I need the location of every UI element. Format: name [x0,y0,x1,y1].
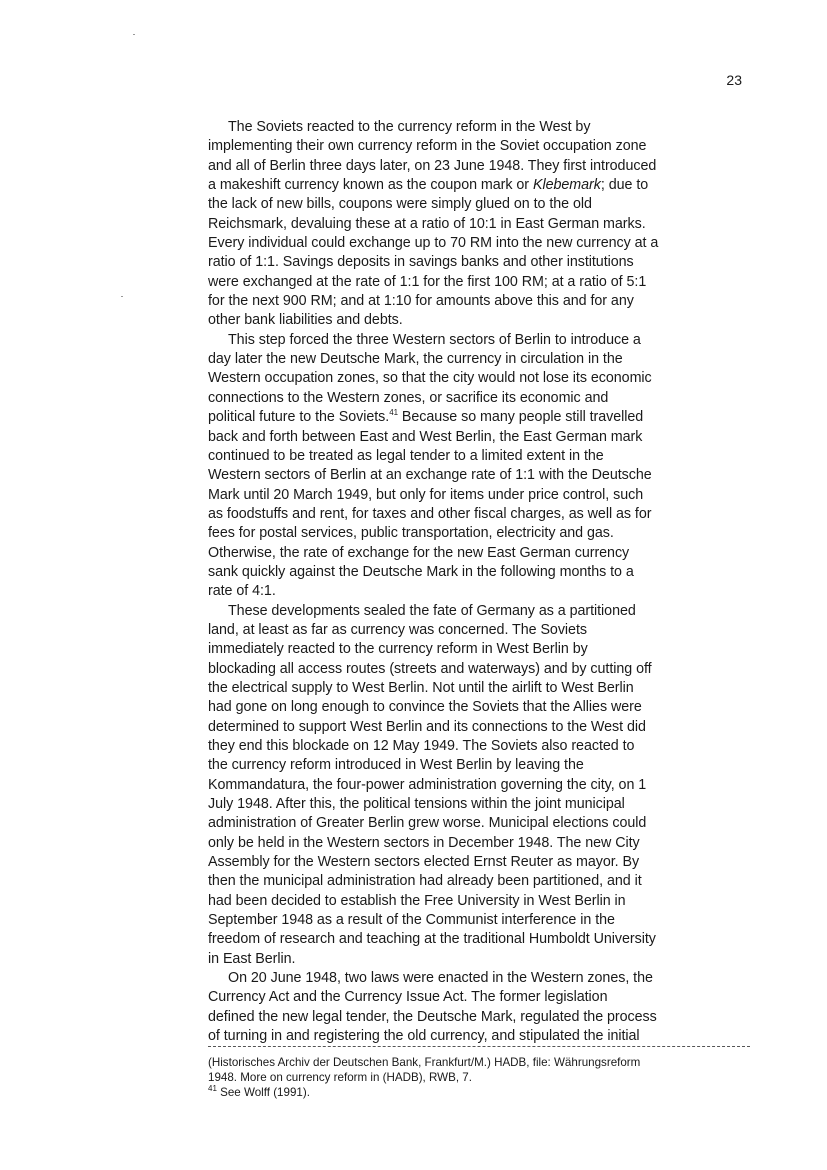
text-line: for the next 900 RM; and at 1:10 for amounts above this and for any [208,293,634,310]
text-line: implementing their own currency reform in the Soviet occupation zone [208,138,647,155]
text-line: of turning in and registering the old currency, and stipulated the initial [208,1028,640,1045]
text-line: back and forth between East and West Berlin, the East German mark [208,428,643,445]
footnote-line: 1948. More on currency reform in (HADB), RWB, 7. [208,1071,472,1084]
text-line: they end this blockade on 12 May 1949. The Soviets also reacted to [208,738,635,754]
footnote-divider [208,1046,750,1047]
text-line: freedom of research and teaching at the traditional Humboldt University [208,931,656,948]
footnote-41 [208,1085,750,1100]
footnote-line: (Historisches Archiv der Deutschen Bank, Frankfurt/M.) HADB, file: Währungsreform [208,1056,641,1069]
text-line: These developments sealed the fate of Germany as a partitioned [228,602,636,619]
text-line: July 1948. After this, the political tensions within the joint municipal [208,796,625,813]
text-line: land, at least as far as currency was concerned. The Soviets [208,621,587,638]
text-line: administration of Greater Berlin grew worse. Municipal elections could [208,815,647,832]
paragraph-2 [208,331,750,602]
text-line: immediately reacted to the currency reform in West Berlin by [208,641,588,658]
text-line [208,408,750,427]
text-line: The Soviets reacted to the currency reform in the West by [228,119,591,135]
paragraph-3 [208,602,750,970]
text-line: sank quickly against the Deutsche Mark in the following months to a [208,563,634,580]
body-text [208,118,750,1047]
paragraph-4 [208,969,750,1046]
text-line [208,176,750,195]
footnotes [208,1055,750,1100]
text-line: Assembly for the Western sectors elected Ernst Reuter as mayor. By [208,854,640,871]
text-line: the lack of new bills, coupons were simply glued on to the old [208,196,592,213]
text-line: September 1948 as a result of the Communist interference in the [208,912,615,929]
footnote-reference: 41 [389,408,398,418]
text-line: Mark until 20 March 1949, but only for items under price control, such [208,486,644,503]
text-line: had been decided to establish the Free University in West Berlin in [208,892,626,909]
footnote-marker: 41 [208,1084,217,1094]
text-segment: a makeshift currency known as the coupon mark or [208,177,533,194]
text-line: other bank liabilities and debts. [208,312,403,329]
text-line: rate of 4:1. [208,583,276,600]
text-line: as foodstuffs and rent, for taxes and other fiscal charges, as well as for [208,505,652,522]
text-line: Every individual could exchange up to 70 RM into the new currency at a [208,235,659,252]
paragraph-1 [208,118,750,331]
text-line: Western sectors of Berlin at an exchange rate of 1:1 with the Deutsche [208,467,652,484]
text-line: in East Berlin. [208,950,296,967]
text-line: Kommandatura, the four-power administration governing the city, on 1 [208,776,647,793]
text-line: fees for postal services, public transportation, electricity and gas. [208,525,614,542]
page-number: 23 [726,72,742,88]
text-line: were exchanged at the rate of 1:1 for the first 100 RM; at a ratio of 5:1 [208,273,647,290]
text-line: connections to the Western zones, or sacrifice its economic and [208,389,609,406]
text-line: then the municipal administration had already been partitioned, and it [208,873,642,890]
text-line: determined to support West Berlin and its connections to the West did [208,718,646,735]
text-line: On 20 June 1948, two laws were enacted in the Western zones, the [228,970,653,987]
text-segment: Because so many people still travelled [398,409,644,426]
text-line: continued to be treated as legal tender to a limited extent in the [208,447,604,464]
text-line: day later the new Deutsche Mark, the currency in circulation in the [208,351,623,368]
scan-speck [121,296,123,297]
footnote-text: See Wolff (1991). [216,1086,310,1099]
text-line: ratio of 1:1. Savings deposits in savings banks and other institutions [208,254,634,271]
text-line: Western occupation zones, so that the city would not lose its economic [208,370,652,387]
text-line: blockading all access routes (streets and waterways) and by cutting off [208,660,652,677]
text-segment: ; due to [600,177,649,194]
text-line: This step forced the three Western sectors of Berlin to introduce a [228,331,641,348]
scan-speck [133,34,135,35]
text-line: Otherwise, the rate of exchange for the new East German currency [208,544,630,561]
italic-term: Klebemark [532,177,601,194]
text-line: had gone on long enough to convince the Soviets that the Allies were [208,699,642,716]
text-line: the currency reform introduced in West Berlin by leaving the [208,757,584,774]
text-segment: political future to the Soviets. [208,409,390,426]
text-line: only be held in the Western sectors in December 1948. The new City [208,834,640,851]
text-line: the electrical supply to West Berlin. Not until the airlift to West Berlin [208,679,634,696]
text-line: Currency Act and the Currency Issue Act. The former legislation [208,989,608,1006]
text-line: and all of Berlin three days later, on 23 June 1948. They first introduced [208,157,657,174]
text-line: defined the new legal tender, the Deutsche Mark, regulated the process [208,1008,657,1025]
text-line: Reichsmark, devaluing these at a ratio of 10:1 in East German marks. [208,215,646,232]
